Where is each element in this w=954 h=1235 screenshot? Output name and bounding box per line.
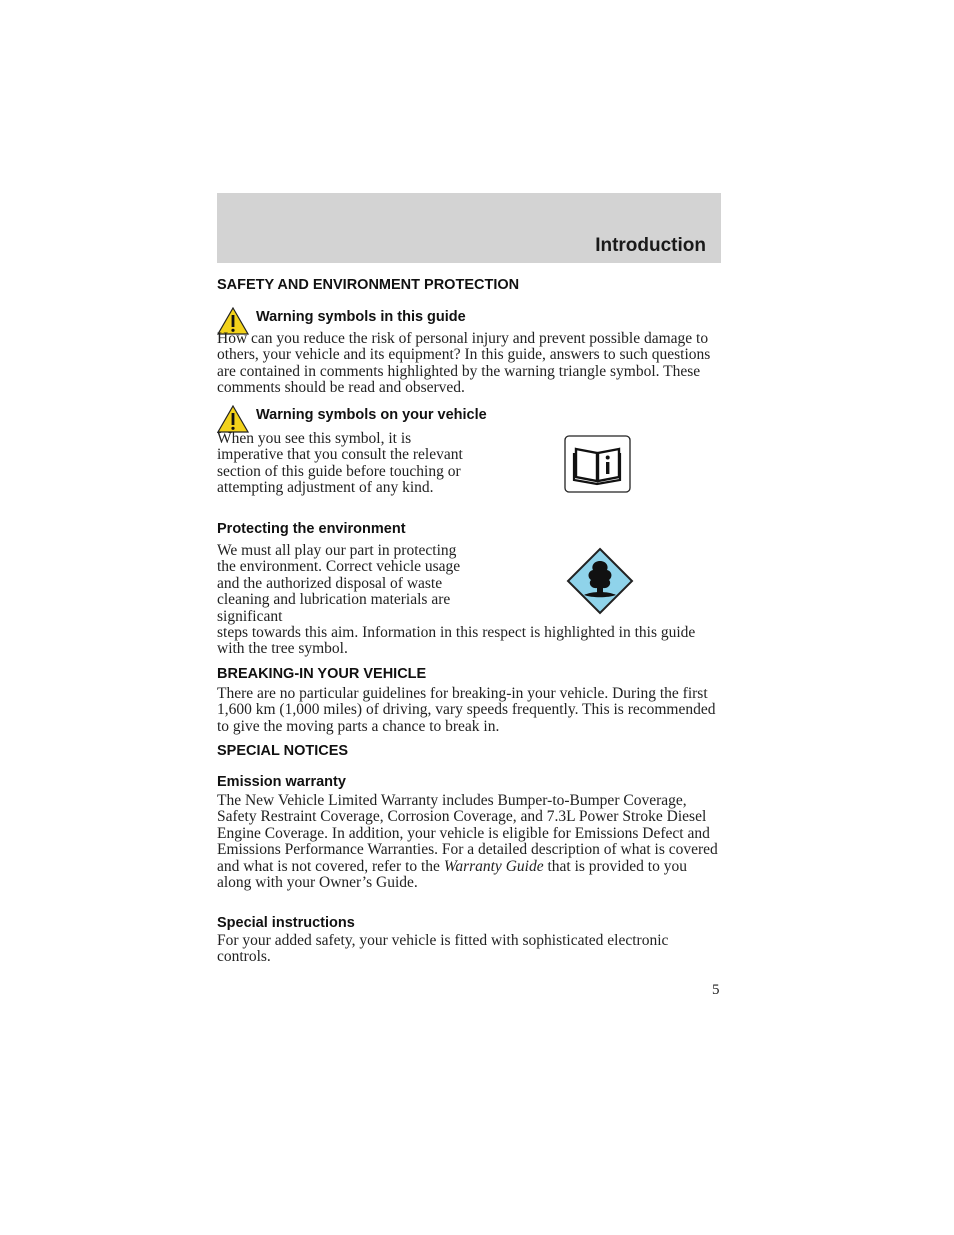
subheading-special-instructions: Special instructions (217, 915, 355, 931)
subheading-emission-warranty: Emission warranty (217, 774, 346, 790)
warranty-guide-title: Warranty Guide (443, 857, 544, 875)
tree-environment-icon (566, 547, 634, 615)
section-heading-special-notices: SPECIAL NOTICES (217, 743, 349, 759)
paragraph-vehicle-symbols: When you see this symbol, it is imperative that you consult the relevant section of this guide before touching or attempting adjustment of any kind. (217, 430, 463, 497)
subheading-environment: Protecting the environment (217, 521, 406, 537)
paragraph-environment-wrapped: We must all play our part in protecting the environment. Correct vehicle usage and the authorized disposal of waste cleaning and lubrication materials are significant (217, 542, 461, 625)
subheading-guide-symbols: Warning symbols in this guide (256, 309, 466, 325)
emission-text-after: that is provided to you along with your Owner’s Guide. (217, 857, 687, 892)
page-number: 5 (712, 982, 720, 998)
paragraph-emission-warranty (217, 793, 723, 891)
paragraph-special-instructions: For your added safety, your vehicle is fitted with sophisticated electronic controls. (217, 932, 669, 966)
header-band (217, 193, 721, 263)
page-title: Introduction (595, 235, 706, 256)
paragraph-breaking-in: There are no particular guidelines for breaking-in your vehicle. During the first 1,600 km (1,000 miles) of driving, vary speeds frequently. This is recommended to give the moving parts a chance to break in. (217, 685, 716, 735)
paragraph-environment-full: steps towards this aim. Information in this respect is highlighted in this guide with the tree symbol. (217, 624, 696, 658)
paragraph-guide-symbols: How can you reduce the risk of personal injury and prevent possible damage to others, your vehicle and its equipment? In this guide, answers to such questions are contained in comments highlighted by the warning triangle symbol. These comments should be read and observed. (217, 330, 711, 397)
section-heading-safety: SAFETY AND ENVIRONMENT PROTECTION (217, 277, 520, 293)
warning-triangle-icon (217, 405, 249, 433)
owner-guide-icon (564, 435, 631, 493)
emission-text-before: The New Vehicle Limited Warranty includes Bumper-to-Bumper Coverage, Safety Restraint Coverage, Corrosion Coverage, and 7.3L Power Stroke Diesel Engine Coverage. In addition, your vehicle is eligible for Emissions Defect and Emissions Performance Warranties. For a detailed description of what is covered and what is not covered, refer to the (217, 792, 718, 875)
section-heading-breaking-in: BREAKING-IN YOUR VEHICLE (217, 666, 427, 682)
subheading-vehicle-symbols: Warning symbols on your vehicle (256, 407, 487, 423)
